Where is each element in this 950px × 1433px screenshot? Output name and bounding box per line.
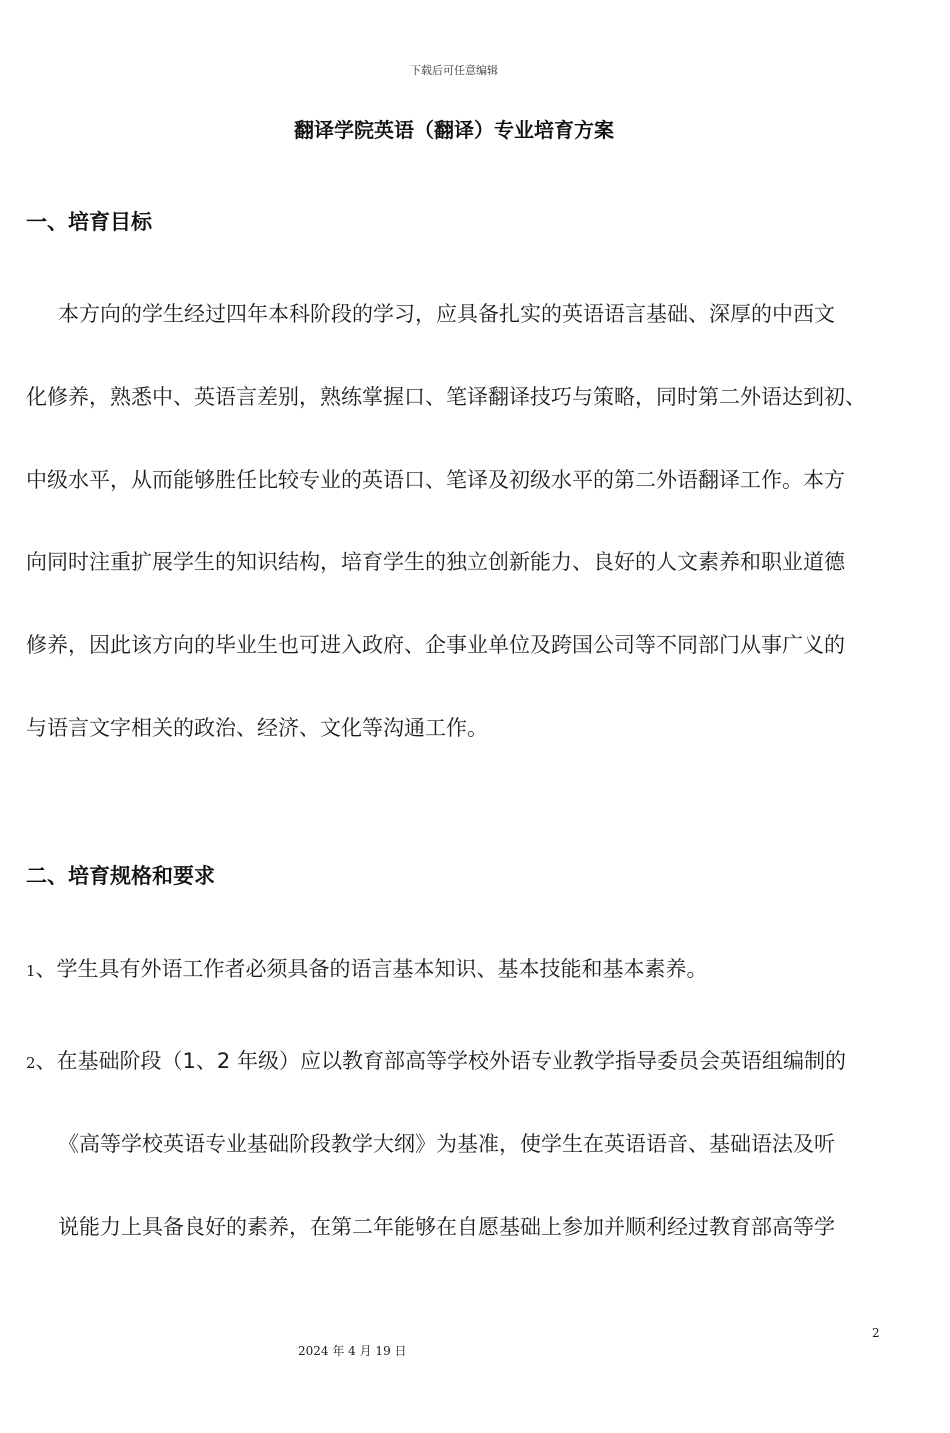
list-item-continuation: 《高等学校英语专业基础阶段教学大纲》为基准，使学生在英语语音、基础语法及听 [58,1132,835,1156]
section-heading-goals: 一、培育目标 [26,210,152,234]
list-item-separator: 、 [35,1049,57,1073]
list-item-number: 1 [26,962,36,980]
paragraph-line: 修养，因此该方向的毕业生也可进入政府、企事业单位及跨国公司等不同部门从事广义的 [26,633,845,657]
paragraph-line: 本方向的学生经过四年本科阶段的学习，应具备扎实的英语语言基础、深厚的中西文 [58,302,835,326]
list-item [26,953,708,983]
list-item-text: 在基础阶段（1、2 年级）应以教育部高等学校外语专业教学指导委员会英语组编制的 [56,1049,846,1073]
list-item [26,1045,846,1075]
footer-date: 2024 年 4 月 19 日 [298,1344,407,1358]
paragraph-line: 中级水平，从而能够胜任比较专业的英语口、笔译及初级水平的第二外语翻译工作。本方 [26,468,845,492]
paragraph-line: 化修养，熟悉中、英语言差别，熟练掌握口、笔译翻译技巧与策略，同时第二外语达到初、 [26,385,866,409]
list-item-text: 学生具有外语工作者必须具备的语言基本知识、基本技能和基本素养。 [56,957,708,981]
header-note: 下载后可任意编辑 [410,64,498,77]
paragraph-line: 向同时注重扩展学生的知识结构，培育学生的独立创新能力、良好的人文素养和职业道德 [26,550,845,574]
list-item-continuation: 说能力上具备良好的素养，在第二年能够在自愿基础上参加并顺利经过教育部高等学 [58,1215,835,1239]
list-item-number: 2 [26,1054,36,1072]
page-number: 2 [872,1326,880,1340]
section-heading-requirements: 二、培育规格和要求 [26,864,215,888]
document-title: 翻译学院英语（翻译）专业培育方案 [294,118,614,142]
list-item-separator: 、 [35,957,57,981]
paragraph-line: 与语言文字相关的政治、经济、文化等沟通工作。 [26,716,488,740]
